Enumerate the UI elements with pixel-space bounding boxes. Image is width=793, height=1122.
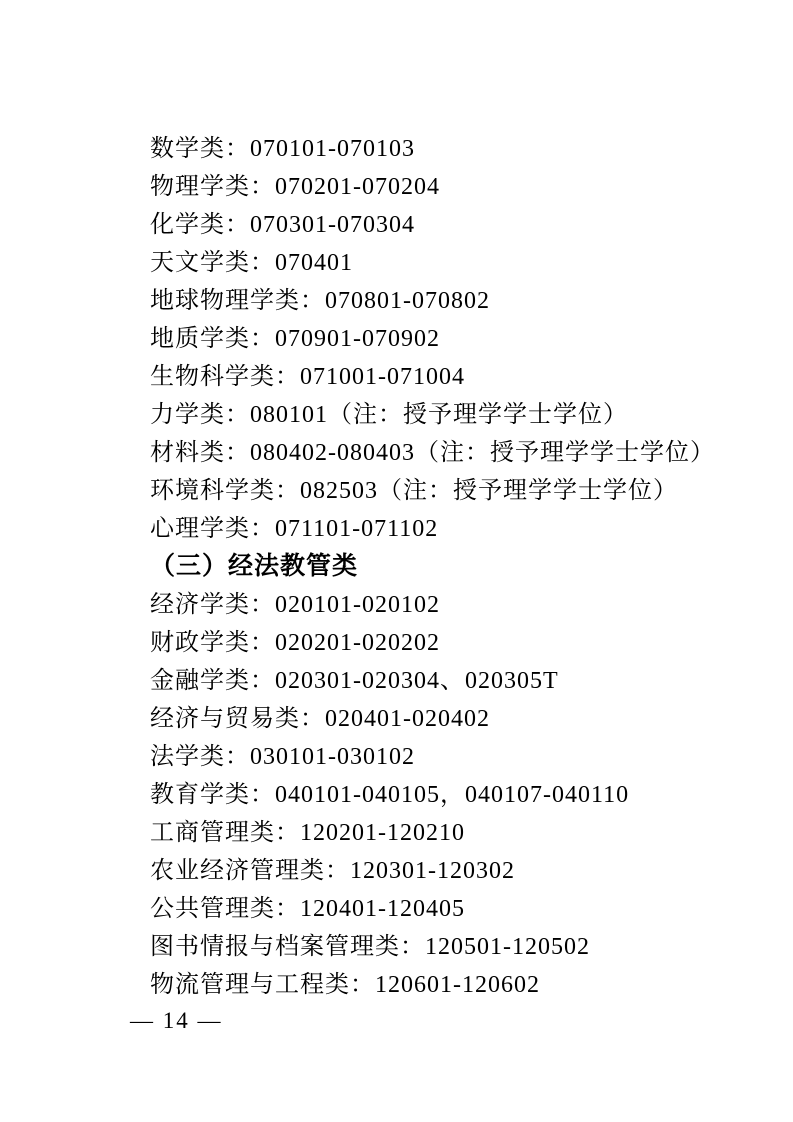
category-line: 教育学类：040101-040105，040107-040110: [150, 782, 630, 808]
category-line: 化学类：070301-070304: [150, 212, 415, 238]
category-line: 材料类：080402-080403（注：授予理学学士学位）: [150, 440, 715, 466]
category-line: 经济与贸易类：020401-020402: [150, 706, 490, 732]
category-line: 环境科学类：082503（注：授予理学学士学位）: [150, 478, 678, 504]
category-line: 公共管理类：120401-120405: [150, 896, 465, 922]
category-line: 天文学类：070401: [150, 250, 353, 276]
category-line: 地质学类：070901-070902: [150, 326, 440, 352]
category-line: 农业经济管理类：120301-120302: [150, 858, 515, 884]
category-line: 法学类：030101-030102: [150, 744, 415, 770]
page-number: — 14 —: [130, 1008, 223, 1033]
category-line: 数学类：070101-070103: [150, 136, 415, 162]
category-line: 经济学类：020101-020102: [150, 592, 440, 618]
category-line: 力学类：080101（注：授予理学学士学位）: [150, 402, 628, 428]
category-line: 心理学类：071101-071102: [150, 516, 439, 542]
document-body: [150, 130, 733, 1004]
section-heading: （三）经法教管类: [150, 553, 359, 580]
category-line: 财政学类：020201-020202: [150, 630, 440, 656]
category-line: 金融学类：020301-020304、020305T: [150, 668, 559, 694]
category-line: 物理学类：070201-070204: [150, 174, 440, 200]
category-line: 图书情报与档案管理类：120501-120502: [150, 934, 590, 960]
category-line: 工商管理类：120201-120210: [150, 820, 465, 846]
category-line: 物流管理与工程类：120601-120602: [150, 972, 540, 998]
category-line: 地球物理学类：070801-070802: [150, 288, 490, 314]
category-line: 生物科学类：071001-071004: [150, 364, 465, 390]
